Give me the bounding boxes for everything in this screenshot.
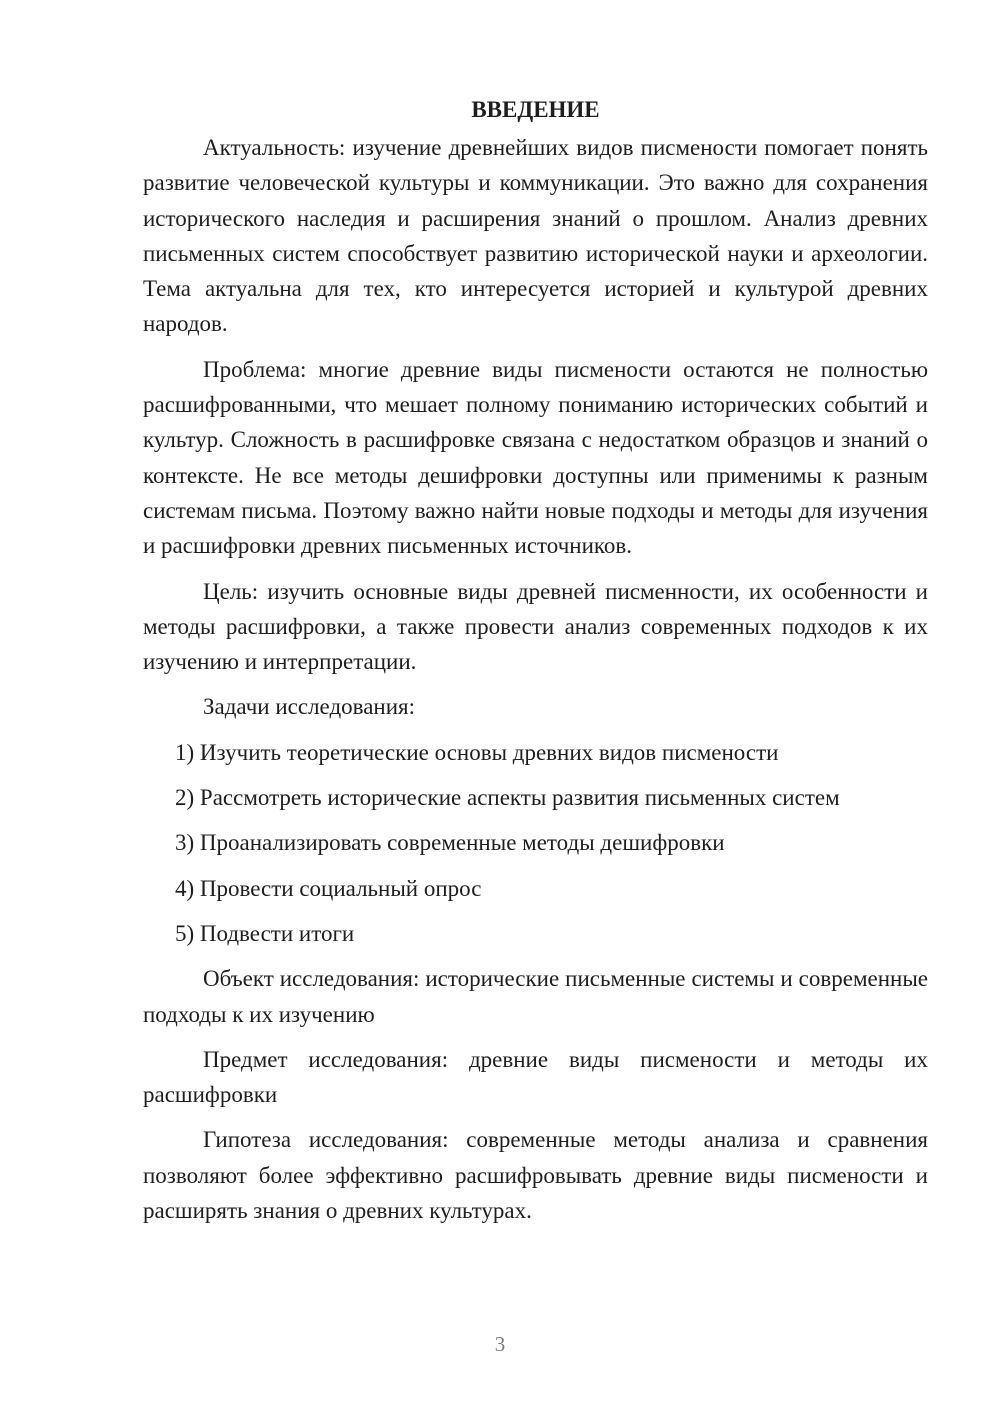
paragraph-problem: Проблема: многие древние виды писмености остаются не полностью расшифрованными, что мешает полному пониманию исторических событий и культур. Сложность в расшифровке связана с недостатком образцов и знаний о контексте. Не все методы дешифровки доступны или применимы к разным системам письма. Поэтому важно найти новые подходы и методы для изучения и расшифровки древних письменных источников. bbox=[143, 356, 928, 559]
page-content bbox=[143, 92, 928, 1228]
paragraph-object: Объект исследования: исторические письменные системы и современные подходы к их изучению bbox=[143, 966, 928, 1027]
task-item: 5) Подвести итоги bbox=[175, 920, 355, 946]
paragraph-hypothesis: Гипотеза исследования: современные методы анализа и сравнения позволяют более эффективно расшифровывать древние виды писмености и расширять знания о древних культурах. bbox=[143, 1127, 928, 1224]
task-item: 3) Проанализировать современные методы дешифровки bbox=[175, 830, 725, 856]
page-number: 3 bbox=[494, 1332, 506, 1356]
task-item: 4) Провести социальный опрос bbox=[175, 875, 482, 901]
task-item: 1) Изучить теоретические основы древних видов писмености bbox=[175, 739, 779, 765]
task-item: 2) Рассмотреть исторические аспекты развития письменных систем bbox=[175, 785, 840, 811]
paragraph-goal: Цель: изучить основные виды древней писменности, их особенности и методы расшифровки, а также провести анализ современных подходов к их изучению и интерпретации. bbox=[143, 578, 928, 675]
page-title: ВВЕДЕНИЕ bbox=[471, 97, 600, 122]
paragraph-relevance: Актуальность: изучение древнейших видов писмености помогает понять развитие человеческой культуры и коммуникации. Это важно для сохранения исторического наследия и расширения знаний о прошлом. Анализ древних письменных систем способствует развитию исторической науки и археологии. Тема актуальна для тех, кто интересуется историей и культурой древних народов. bbox=[143, 135, 928, 337]
tasks-heading: Задачи исследования: bbox=[203, 694, 416, 720]
paragraph-subject: Предмет исследования: древние виды писмености и методы их расшифровки bbox=[143, 1046, 928, 1108]
